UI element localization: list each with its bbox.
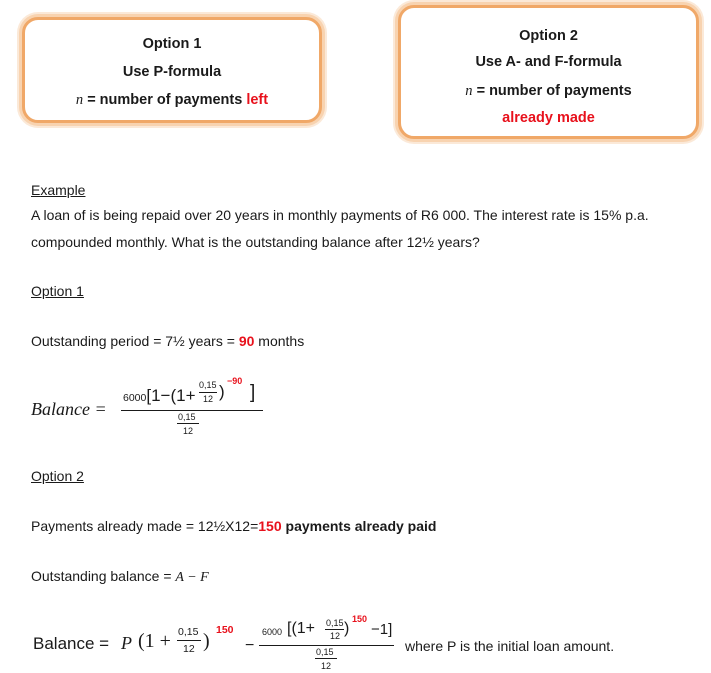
initial-loan-note: where P is the initial loan amount. bbox=[405, 638, 615, 654]
den-bar bbox=[177, 423, 199, 424]
inner-rate-den: 12 bbox=[330, 631, 341, 641]
bracket-open: [1−(1+ bbox=[146, 386, 196, 405]
one-plus: (1 + bbox=[138, 630, 171, 652]
n-def: = number of payments bbox=[476, 83, 632, 99]
inner-rate-bar bbox=[325, 629, 344, 630]
period-prefix: Outstanding period = 7½ years = bbox=[31, 333, 239, 349]
paren-close: ) bbox=[203, 630, 210, 652]
payments-suffix: payments already paid bbox=[281, 518, 437, 534]
period-suffix: months bbox=[254, 333, 305, 349]
outstanding-formula: A − F bbox=[175, 570, 209, 585]
option1-formula-label: Use P-formula bbox=[122, 64, 222, 80]
option1-heading: Option 1 bbox=[31, 283, 84, 299]
den-bar bbox=[315, 658, 337, 659]
option1-title: Option 1 bbox=[142, 36, 202, 52]
paren-close: ) bbox=[219, 382, 225, 401]
option2-title: Option 2 bbox=[519, 28, 578, 44]
rate-bar bbox=[199, 392, 217, 393]
rate-den: 12 bbox=[203, 394, 214, 404]
rate-num: 0,15 bbox=[199, 380, 217, 390]
rate-bar bbox=[177, 640, 201, 641]
option2-formula-label: Use A- and F-formula bbox=[475, 54, 622, 70]
example-line-2: compounded monthly. What is the outstanding balance after 12½ years? bbox=[31, 234, 480, 250]
numerator bbox=[123, 386, 196, 406]
inner-open: [(1+ bbox=[287, 620, 316, 637]
exponent-2: 150 bbox=[352, 614, 368, 624]
inner-paren-close: ) bbox=[344, 620, 350, 637]
outstanding-balance bbox=[31, 568, 209, 586]
outstanding-label: Outstanding balance = bbox=[31, 568, 176, 584]
option1-box bbox=[22, 17, 322, 123]
rate-den: 12 bbox=[183, 643, 195, 655]
option2-n-highlight: already made bbox=[502, 110, 595, 126]
option2-box bbox=[398, 5, 699, 139]
payments-value: 150 bbox=[258, 518, 282, 534]
den-num: 0,15 bbox=[178, 412, 196, 422]
minus-sign: − bbox=[245, 637, 255, 654]
minus-one: −1] bbox=[371, 621, 393, 638]
main-fraction-bar bbox=[121, 410, 263, 411]
payment: 6000 bbox=[262, 627, 283, 637]
main-fraction-bar bbox=[259, 645, 394, 646]
payments-prefix: Payments already made = 12½X12= bbox=[31, 518, 259, 534]
exponent: −90 bbox=[227, 376, 243, 386]
payments-already-made bbox=[31, 518, 436, 534]
n-def-highlight: left bbox=[246, 92, 269, 108]
balance-label: Balance = bbox=[33, 634, 110, 653]
balance-label: Balance = bbox=[31, 399, 107, 419]
den-den: 12 bbox=[183, 426, 194, 436]
inner-rate-num: 0,15 bbox=[326, 618, 344, 628]
den-num: 0,15 bbox=[316, 647, 334, 657]
example-line-1: A loan of is being repaid over 20 years in monthly payments of R6 000. The interest rate is 15% p.a. bbox=[31, 207, 649, 223]
option2-n-definition bbox=[401, 83, 696, 100]
option1-n-definition bbox=[25, 92, 319, 109]
p-symbol: P bbox=[121, 633, 132, 653]
bracket-close: ] bbox=[250, 382, 256, 403]
payment: 6000 bbox=[123, 392, 147, 404]
n-symbol: n bbox=[75, 92, 84, 108]
den-den: 12 bbox=[321, 661, 332, 671]
outstanding-period bbox=[31, 333, 304, 349]
n-symbol: n bbox=[465, 83, 473, 99]
example-heading: Example bbox=[31, 182, 86, 198]
period-value: 90 bbox=[238, 333, 255, 349]
rate-num: 0,15 bbox=[178, 626, 199, 638]
option2-heading: Option 2 bbox=[31, 468, 84, 484]
n-def: = number of payments bbox=[87, 92, 243, 108]
exponent-1: 150 bbox=[216, 624, 234, 636]
